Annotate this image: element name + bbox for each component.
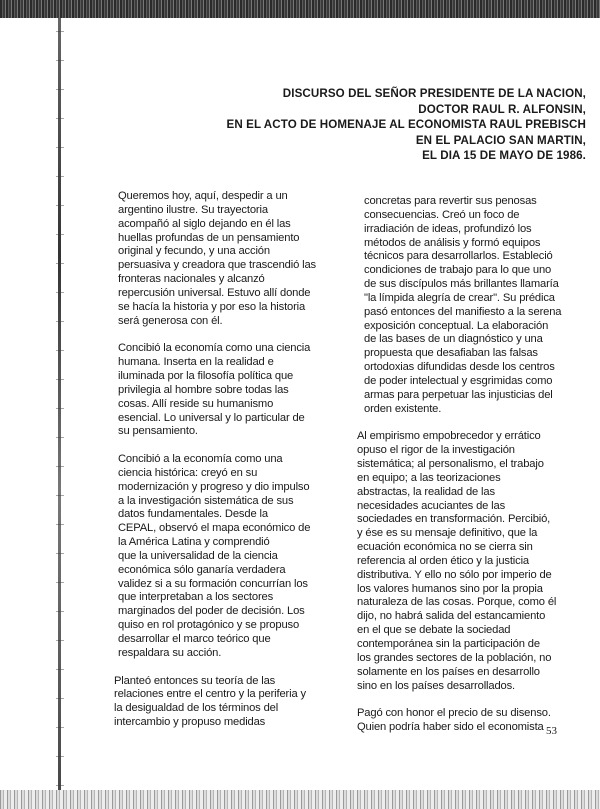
paragraph-line: datos fundamentales. Desde la (118, 508, 268, 521)
paragraph-line: irradiación de ideas, profundizó los (364, 222, 532, 235)
paragraph-line: Concibió a la economía como una (118, 453, 283, 466)
paragraph-line: Queremos hoy, aquí, despedir a un (118, 190, 288, 202)
paragraph-line: Concibió la economía como una ciencia (118, 342, 311, 355)
paragraph-line: Quien podría haber sido el economista (357, 721, 544, 734)
paragraph-line: distributiva. Y ello no sólo por imperio de (357, 568, 552, 581)
paragraph-line: argentino ilustre. Su trayectoria (118, 203, 268, 216)
paragraph-line: técnicos para desarrollarlos. Estableció (364, 250, 553, 263)
paragraph-line: concretas para revertir sus penosas (364, 195, 537, 207)
heading-line: DOCTOR RAUL R. ALFONSIN, (418, 102, 586, 116)
paragraph-line: propuesta que desafiaban las falsas (364, 347, 538, 360)
heading-line: EN EL PALACIO SAN MARTIN, (415, 133, 586, 147)
paragraph-line: naturaleza de las cosas. Porque, como él (357, 596, 557, 609)
paragraph-line: modernización y progreso y dio impulso (118, 480, 310, 493)
paragraph-line: ortodoxias difundidas desde los centros (364, 361, 555, 374)
paragraph-line: quiso en rol protagónico y se propuso (118, 619, 300, 632)
paragraph-line: su pensamiento. (118, 425, 198, 438)
paragraph-line: CEPAL, observó el mapa económico de (118, 522, 311, 535)
paragraph-line: ecuación económica no se cierra sin (357, 541, 533, 554)
paragraph-line: a la investigación sistemática de sus (118, 494, 294, 507)
paragraph-line: opuso el rigor de la investigación (357, 444, 515, 457)
paragraph-line: sistemática; al personalismo, el trabajo (357, 458, 544, 471)
paragraph-line: condiciones de trabajo para lo que uno (364, 264, 552, 277)
paragraph (112, 675, 324, 730)
paragraph (112, 342, 324, 439)
paragraph-line: original y fecundo, y una acción (118, 245, 270, 258)
paragraph-line: dijo, no habrá salida del estancamiento (357, 610, 546, 623)
paragraph-line: intercambio y propuso medidas (114, 716, 266, 729)
speech-heading (160, 86, 586, 164)
paragraph-line: sociedades en transformación. Percibió, (357, 513, 551, 526)
paragraph-line: referencia al orden ético y la justicia (357, 554, 529, 567)
paragraph-line: en equipo; a las teorizaciones (357, 471, 501, 484)
paragraph-line: Al empirismo empobrecedor y errático (357, 430, 541, 443)
paragraph-line: validez si a su formación concurrían los (118, 577, 308, 590)
paragraph-line: de poder intelectual y esgrimidas como (364, 374, 553, 387)
paragraph-line: contemporánea sin la participación de (357, 638, 540, 650)
paragraph-line: marginados del poder de decisión. Los (118, 605, 305, 618)
paragraph-line: desarrollar el marco teórico que (118, 633, 271, 645)
paragraph-line: de las bases de un diagnóstico y una (364, 333, 543, 346)
heading-line: EN EL ACTO DE HOMENAJE AL ECONOMISTA RAUL PREBISCH (226, 118, 586, 131)
paragraph-line: Planteó entonces su teoría de las (114, 674, 276, 687)
paragraph-line: los valores humanos sino por la propia (357, 582, 543, 595)
paragraph-line: en el que se debate la sociedad (357, 624, 511, 637)
heading-line: DISCURSO DEL SEÑOR PRESIDENTE DE LA NACION, (282, 87, 586, 100)
page-number: 53 (546, 725, 557, 737)
paragraph-line: métodos de análisis y formó equipos (364, 236, 541, 249)
paragraph-line: necesidades acuciantes de las (357, 499, 506, 512)
paragraph (355, 195, 585, 417)
paragraph-line: iluminada por la filosofía política que (118, 369, 294, 382)
paragraph-line: solamente en los países en desarrollo (357, 665, 540, 678)
scan-top-edge (0, 0, 600, 18)
heading-line: EL DIA 15 DE MAYO DE 1986. (422, 149, 586, 162)
paragraph-line: humana. Inserta en la realidad e (118, 356, 274, 369)
paragraph-line: privilegia al hombre sobre todas las (118, 383, 289, 396)
paragraph-line: repercusión universal. Estuvo allí donde (118, 286, 311, 299)
paragraph (112, 190, 324, 328)
paragraph (112, 453, 324, 661)
paragraph-line: armas para perpetuar las injusticias del (364, 388, 553, 401)
right-text-column (355, 195, 585, 749)
paragraph-line: de sus discípulos más brillantes llamaría (364, 278, 559, 291)
paragraph-line: orden existente. (364, 402, 442, 415)
paragraph-line: sino en los países desarrollados. (357, 679, 515, 692)
left-text-column (112, 190, 324, 744)
paragraph-line: Pagó con honor el precio de su disenso. (357, 707, 551, 720)
paragraph-line: persuasiva y creadora que trascendió las (118, 259, 316, 272)
paragraph-line: abstractas, la realidad de las (357, 485, 495, 498)
paragraph-line: "la límpida alegría de crear". Su prédica (364, 291, 555, 304)
paragraph-line: económica sólo ganaría verdadera (118, 563, 286, 576)
paragraph-line: esencial. Lo universal y lo particular de (118, 411, 305, 424)
paragraph-line: pasó entonces del manifiesto a la serena (364, 305, 562, 318)
paragraph-line: respaldara su acción. (118, 646, 222, 659)
paragraph (355, 430, 585, 693)
paragraph-line: acompañó al siglo dejando en él las (118, 217, 291, 230)
paragraph-line: la América Latina y comprendió (118, 536, 270, 549)
paragraph-line: huellas profundas de un pensamiento (118, 231, 300, 244)
paragraph-line: que interpretaban a los sectores (118, 591, 274, 604)
paragraph-line: cosas. Allí reside su humanismo (118, 397, 274, 410)
paragraph-line: y ése es su mensaje definitivo, que la (357, 527, 538, 540)
scan-bottom-edge (0, 790, 600, 809)
paragraph-line: consecuencias. Creó un foco de (364, 208, 520, 221)
paragraph-line: la desigualdad de los términos del (114, 702, 279, 715)
paragraph-line: ciencia histórica: creyó en su (118, 466, 258, 479)
paragraph-line: será generosa con él. (118, 314, 223, 327)
paragraph-line: los grandes sectores de la población, no (357, 651, 552, 664)
scan-left-edge-noise (56, 18, 64, 809)
paragraph-line: que la universalidad de la ciencia (118, 549, 278, 562)
paragraph-line: se hacía la historia y por eso la historia (118, 300, 306, 313)
paragraph-line: fronteras nacionales y alcanzó (118, 273, 265, 286)
paragraph-line: exposición conceptual. La elaboración (364, 319, 549, 332)
paragraph-line: relaciones entre el centro y la periferia y (114, 688, 306, 701)
